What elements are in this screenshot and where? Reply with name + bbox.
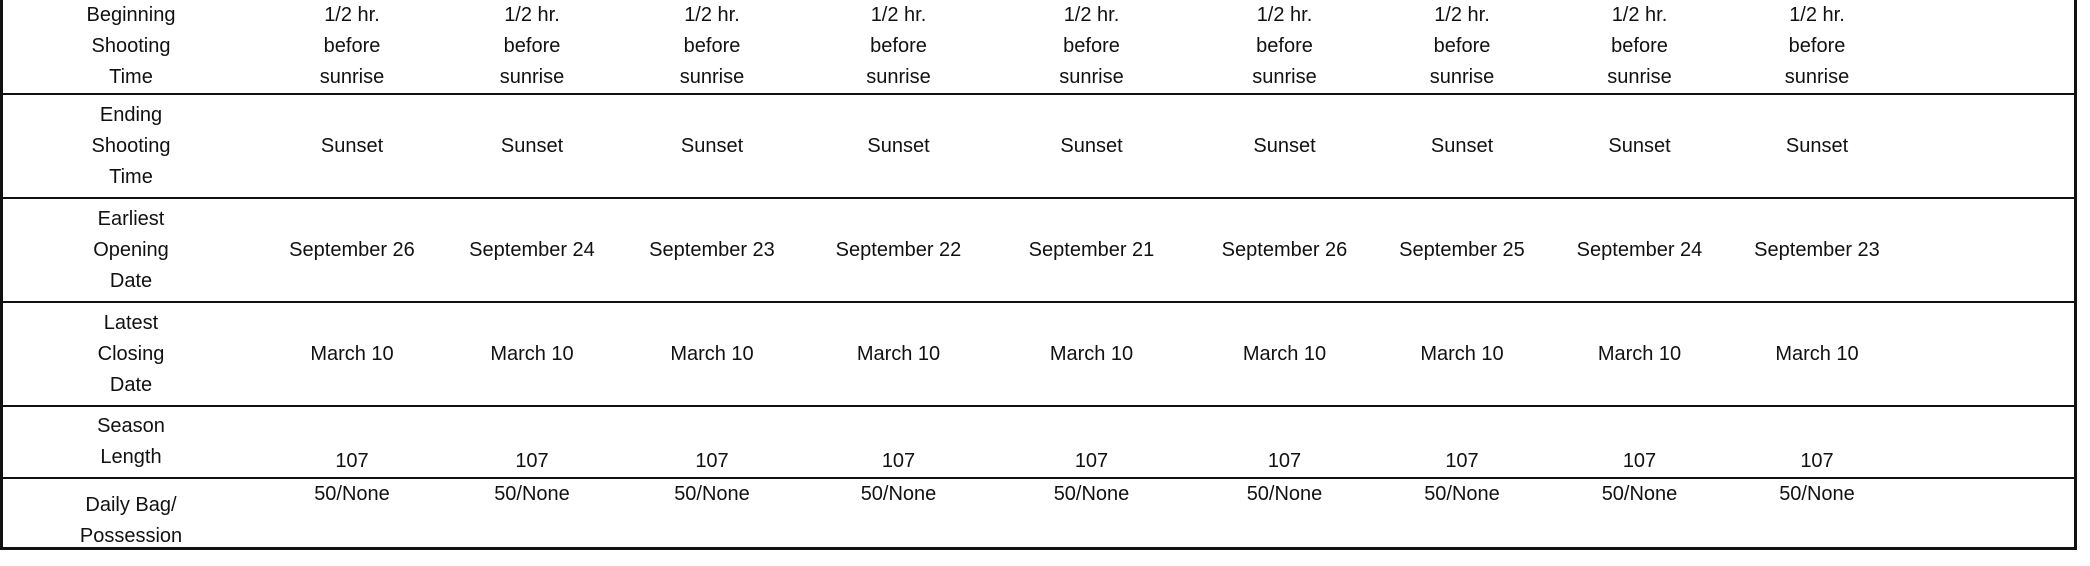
table-row-daily-bag-possession (0, 478, 2077, 566)
table-cell: 107 (1188, 406, 1381, 478)
table-row-latest-closing-date (0, 302, 2077, 406)
table-cell: 50/None (1736, 478, 1898, 566)
table-cell: September 26 (1188, 198, 1381, 302)
table-cell: March 10 (802, 302, 995, 406)
table-cell: 50/None (1543, 478, 1736, 566)
table-cell: September 23 (622, 198, 802, 302)
empty-cell (1898, 198, 2077, 302)
row-label: Ending Shooting Time (0, 94, 262, 198)
table-cell: 1/2 hr. before sunrise (1059, 4, 1124, 88)
table-cell: 1/2 hr. before sunrise (679, 4, 745, 88)
table-cell: 1/2 hr. before sunrise (866, 4, 931, 88)
table-cell: March 10 (1736, 302, 1898, 406)
empty-cell (1898, 406, 2077, 478)
table-cell: March 10 (1188, 302, 1381, 406)
table-cell: 107 (1381, 406, 1543, 478)
table-cell: September 23 (1736, 198, 1898, 302)
empty-cell (1898, 478, 2077, 566)
table-cell: Sunset (1381, 94, 1543, 198)
empty-cell (1898, 0, 2077, 94)
table-cell: Sunset (622, 94, 802, 198)
table-cell: September 21 (995, 198, 1188, 302)
table-cell: Sunset (1736, 94, 1898, 198)
table-cell: 50/None (995, 478, 1188, 566)
empty-cell (1898, 302, 2077, 406)
table-cell: 50/None (802, 478, 995, 566)
table-cell: March 10 (1543, 302, 1736, 406)
table-cell: 50/None (262, 478, 442, 566)
table-cell: 107 (1543, 406, 1736, 478)
table-cell: 1/2 hr. before sunrise (319, 4, 385, 88)
table-cell: September 22 (802, 198, 995, 302)
table-cell: 50/None (622, 478, 802, 566)
table-cell: 107 (995, 406, 1188, 478)
table-cell: 107 (1736, 406, 1898, 478)
table-row-earliest-opening-date (0, 198, 2077, 302)
table-row-ending-shooting-time (0, 94, 2077, 198)
table-cell: Sunset (262, 94, 442, 198)
row-label: Latest Closing Date (0, 302, 262, 406)
table-cell: 107 (442, 406, 622, 478)
table-cell: 1/2 hr. before sunrise (1252, 4, 1317, 88)
table-cell: March 10 (995, 302, 1188, 406)
table-cell: 1/2 hr. before sunrise (1607, 4, 1672, 88)
table-cell: September 24 (442, 198, 622, 302)
table-cell: 50/None (1188, 478, 1381, 566)
table-cell: 1/2 hr. before sunrise (1429, 4, 1495, 88)
table-cell: Sunset (802, 94, 995, 198)
row-label: Season Length (0, 406, 262, 478)
table-cell: 1/2 hr. before sunrise (1784, 4, 1850, 88)
table-cell: March 10 (622, 302, 802, 406)
table-cell: 107 (622, 406, 802, 478)
table-cell: 107 (802, 406, 995, 478)
table-cell: March 10 (1381, 302, 1543, 406)
table-cell: Sunset (442, 94, 622, 198)
table-cell: Sunset (1543, 94, 1736, 198)
table-cell: September 26 (262, 198, 442, 302)
table-cell: September 25 (1381, 198, 1543, 302)
table-cell: March 10 (262, 302, 442, 406)
table-cell: March 10 (442, 302, 622, 406)
table-cell: September 24 (1543, 198, 1736, 302)
row-label: Beginning Shooting Time (86, 4, 176, 88)
table-cell: 50/None (1381, 478, 1543, 566)
table-cell: 107 (262, 406, 442, 478)
table-cell: Sunset (1188, 94, 1381, 198)
table-row-season-length (0, 406, 2077, 478)
empty-cell (1898, 94, 2077, 198)
table-cell: 1/2 hr. before sunrise (499, 4, 565, 88)
table-row-beginning-shooting-time (0, 0, 2077, 94)
row-label: Earliest Opening Date (0, 198, 262, 302)
row-label: Daily Bag/ Possession (0, 478, 262, 566)
table-cell: Sunset (995, 94, 1188, 198)
table-cell: 50/None (442, 478, 622, 566)
